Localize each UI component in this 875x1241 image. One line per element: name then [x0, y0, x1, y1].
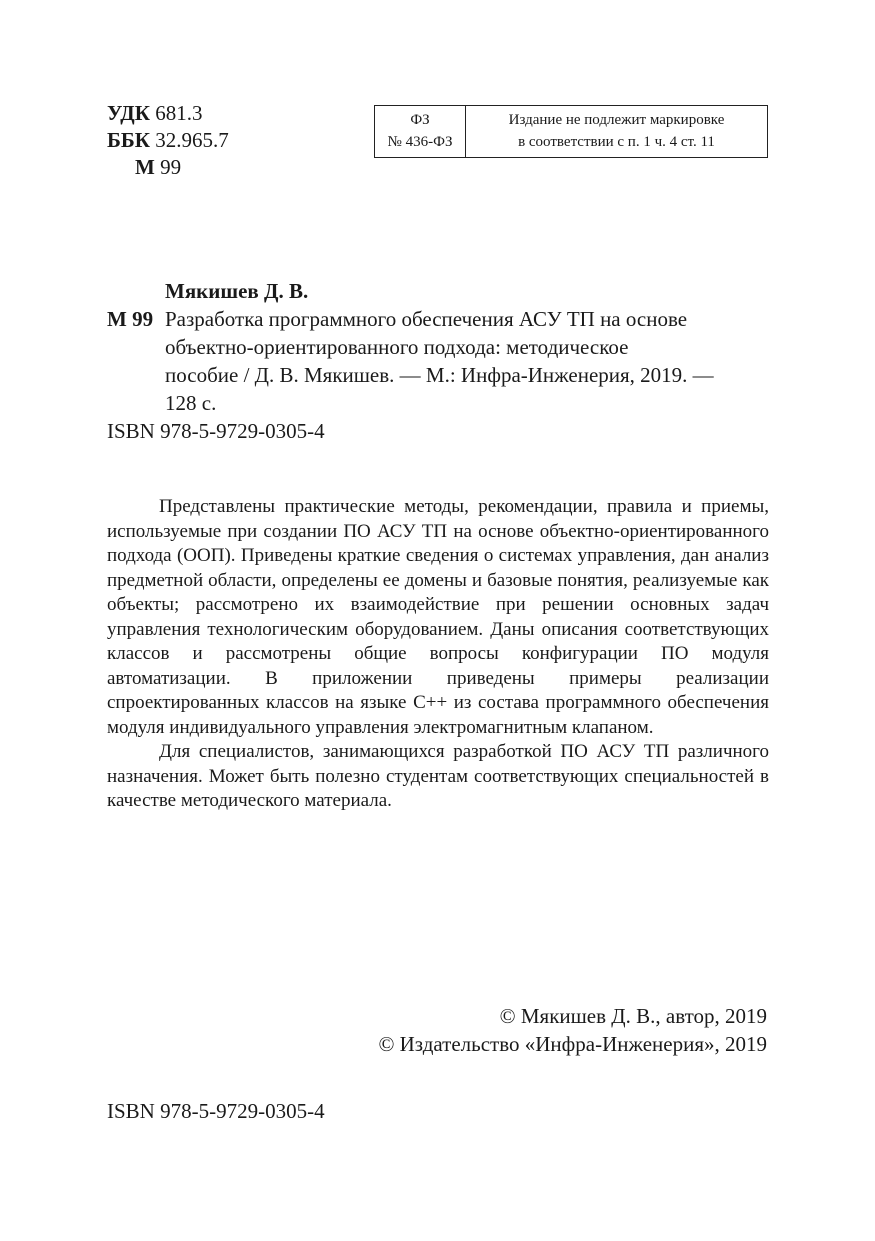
abstract-paragraph-2: Для специалистов, занимающихся разработкой ПО АСУ ТП различного назначения. Может быть полезно студентам соответствующих специальностей в качестве методического материала. — [107, 741, 769, 811]
fz-law-number: № 436-ФЗ — [387, 134, 453, 150]
author-mark-line — [107, 154, 229, 181]
udk-label: УДК — [107, 101, 150, 125]
author-name: Мякишев Д. В. — [165, 279, 309, 303]
bibliographic-entry — [107, 277, 777, 445]
entry-code: М 99 — [107, 307, 154, 331]
abstract-paragraph-1: Представлены практические методы, рекомендации, правила и приемы, используемые при создании ПО АСУ ТП на основе объектно-ориентированного подхода (ООП). Приведены краткие сведения о системах управления, дан анализ предметной области, определены ее домены и базовые понятия, реализуемые как объекты; рассмотрено их взаимодействие при решении основных задач управления технологическим оборудованием. Даны описания соответствующих классов и рассмотрены общие вопросы конфигурации ПО модуля автоматизации. В приложении приведены примеры реализации спроектированных классов на языке С++ из состава программного обеспечения модуля индивидуального управления электромагнитным клапаном. — [107, 496, 769, 738]
title-row — [107, 305, 777, 333]
copyright-author: © Мякишев Д. В., автор, 2019 — [499, 1004, 767, 1028]
abstract — [107, 495, 769, 814]
fz-law-title: ФЗ — [410, 112, 430, 128]
author-mark: М — [135, 155, 155, 179]
bbk-line — [107, 127, 229, 154]
udk-line — [107, 100, 229, 127]
bbk-value: 32.965.7 — [155, 128, 229, 152]
fz-note-line2: в соответствии с п. 1 ч. 4 ст. 11 — [518, 134, 715, 150]
bbk-label: ББК — [107, 128, 150, 152]
copyright-publisher: © Издательство «Инфра-Инженерия», 2019 — [378, 1032, 767, 1056]
title-line4: 128 с. — [165, 391, 217, 415]
fz-note-line1: Издание не подлежит маркировке — [508, 112, 725, 128]
author-mark-num: 99 — [160, 155, 182, 179]
isbn-bottom: ISBN 978-5-9729-0305-4 — [107, 1099, 325, 1123]
fz-law-cell — [375, 106, 466, 157]
title-line1: Разработка программного обеспечения АСУ ТП на основе — [165, 307, 688, 331]
udk-value: 681.3 — [155, 101, 203, 125]
title-line3: пособие / Д. В. Мякишев. — М.: Инфра-Инженерия, 2019. — — [165, 363, 714, 387]
fz-note-cell — [466, 106, 767, 157]
title-line2: объектно-ориентированного подхода: методическое — [165, 335, 629, 359]
fz-label-box — [374, 105, 768, 158]
copyright-block — [378, 1002, 767, 1058]
classification-block — [107, 100, 229, 181]
isbn-entry: ISBN 978-5-9729-0305-4 — [107, 419, 325, 443]
